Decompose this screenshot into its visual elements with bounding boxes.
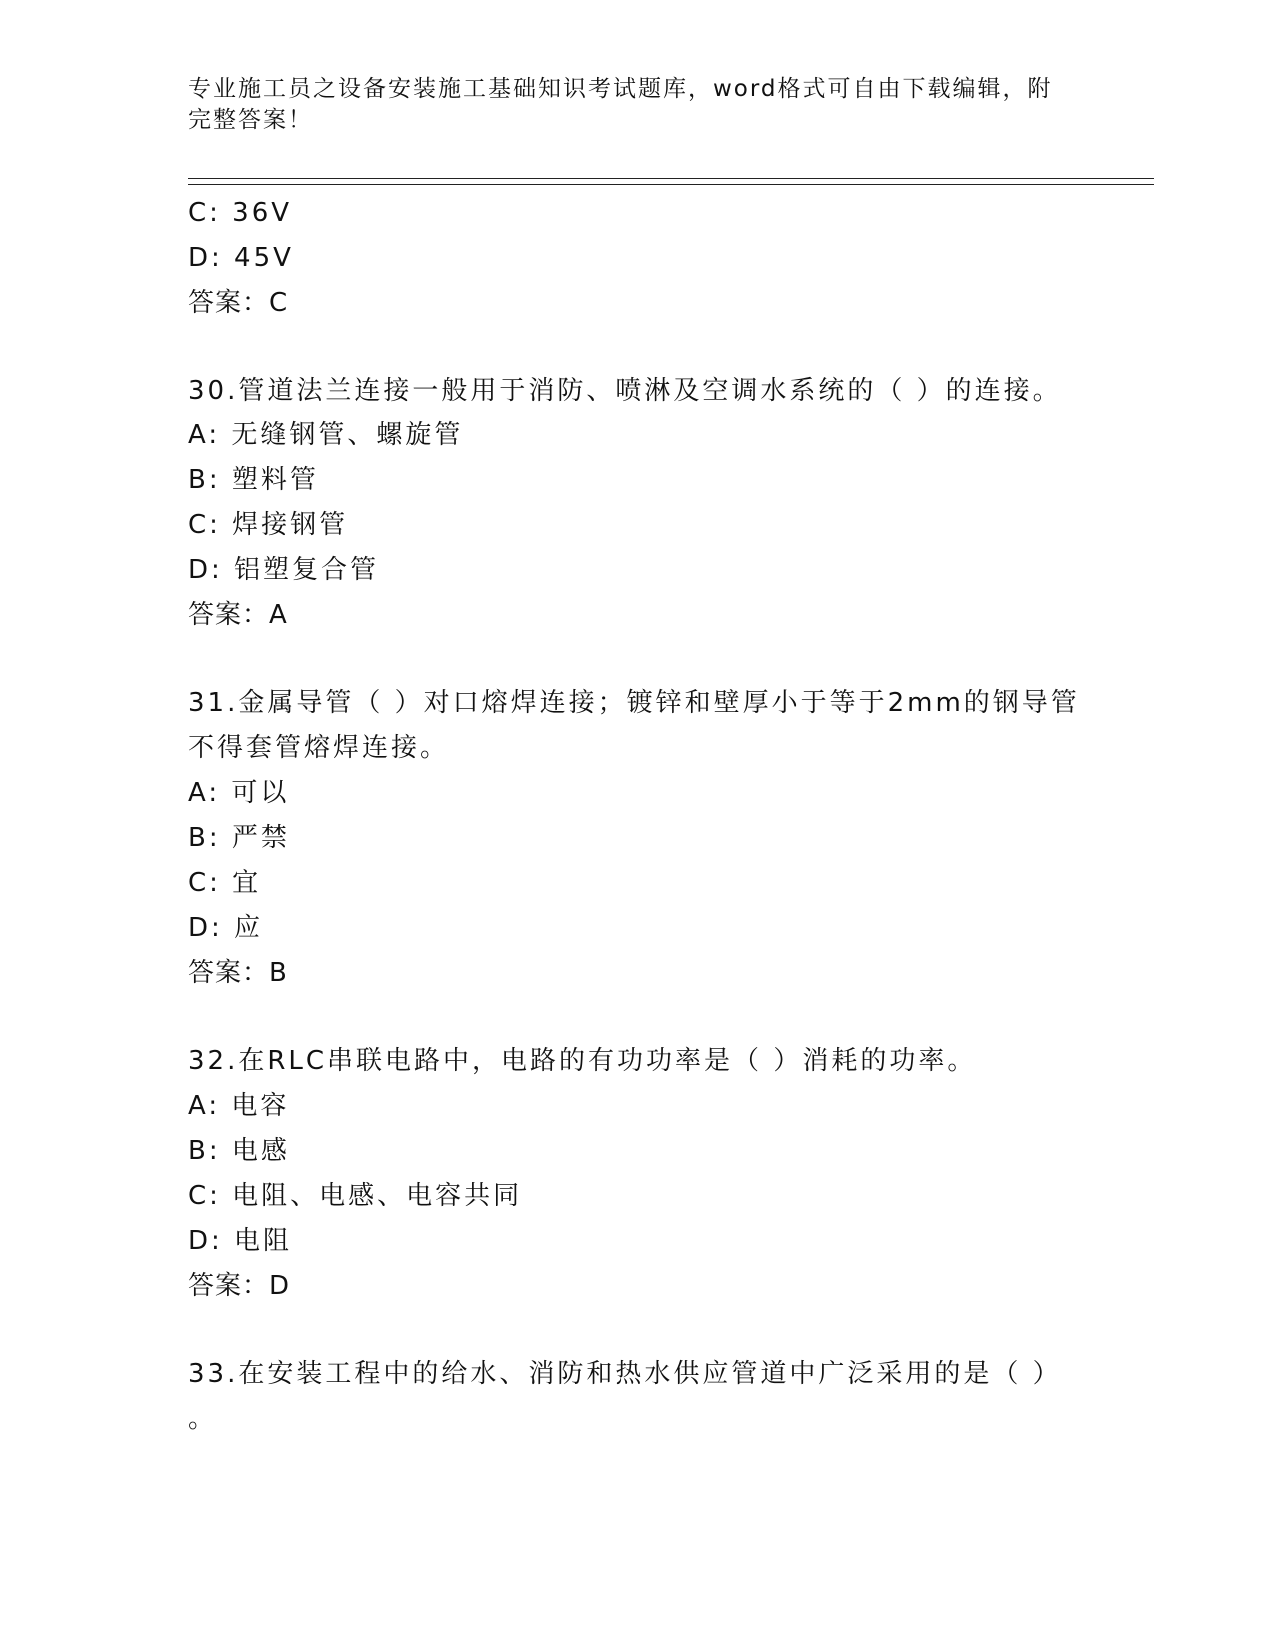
header-divider-top [188,178,1154,179]
option-line: D: 应 [188,913,264,943]
question-line: 31.金属导管（ ）对口熔焊连接；镀锌和壁厚小于等于2mm的钢导管 [188,688,1080,718]
question-line: 不得套管熔焊连接。 [188,733,450,763]
question-line: 30.管道法兰连接一般用于消防、喷淋及空调水系统的（ ）的连接。 [188,376,1062,406]
option-line: C: 焊接钢管 [188,510,349,540]
option-line: A: 无缝钢管、螺旋管 [188,420,464,450]
option-line: A: 可以 [188,778,290,808]
option-line: B: 电感 [188,1136,290,1166]
answer-line: 答案：C [188,288,289,318]
option-line: B: 严禁 [188,823,290,853]
question-line: 33.在安装工程中的给水、消防和热水供应管道中广泛采用的是（ ） [188,1359,1062,1389]
question-line: 32.在RLC串联电路中，电路的有功功率是（ ）消耗的功率。 [188,1046,977,1076]
option-line: C: 电阻、电感、电容共同 [188,1181,523,1211]
option-line: B: 塑料管 [188,465,319,495]
header-divider-bottom [188,184,1154,185]
answer-line: 答案：D [188,1271,291,1301]
option-line: D: 铝塑复合管 [188,555,380,585]
document-header: 专业施工员之设备安装施工基础知识考试题库，word格式可自由下载编辑，附完整答案！ [188,76,1053,133]
option-line: A: 电容 [188,1091,290,1121]
option-line: C: 36V [188,198,293,228]
option-line: D: 电阻 [188,1226,293,1256]
answer-line: 答案：A [188,600,288,630]
option-line: C: 宜 [188,868,262,898]
question-line: 。 [188,1404,218,1434]
answer-line: 答案：B [188,958,288,988]
option-line: D: 45V [188,243,294,273]
